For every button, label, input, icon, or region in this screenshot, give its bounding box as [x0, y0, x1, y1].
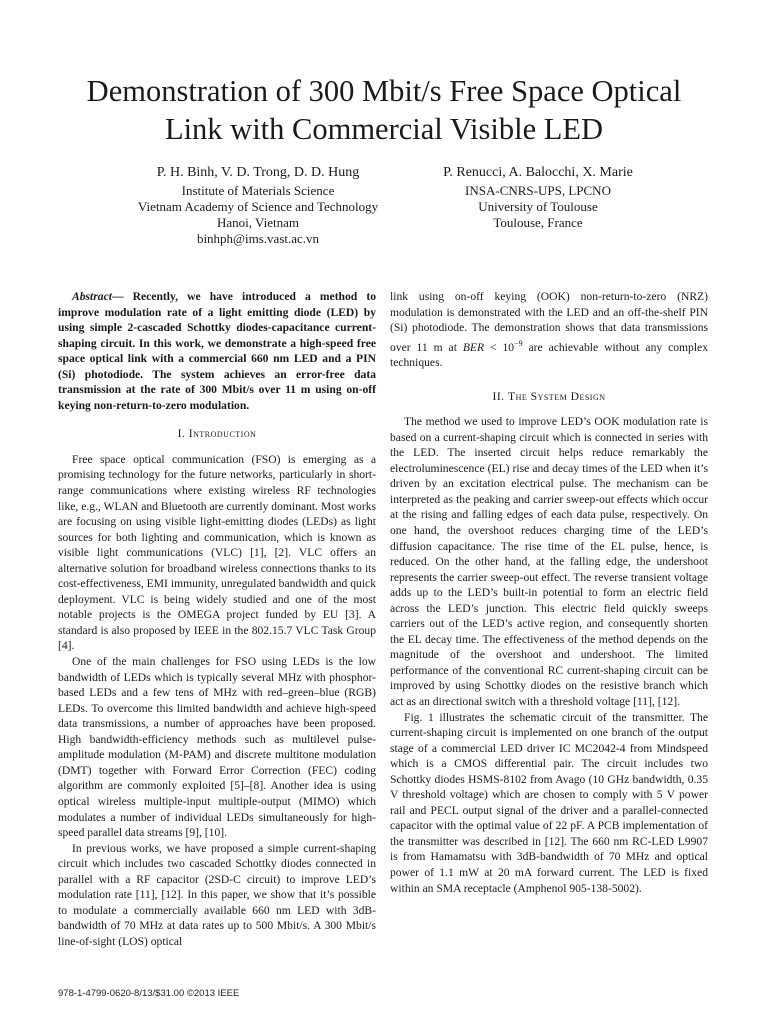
affiliation-line: University of Toulouse — [478, 199, 598, 214]
left-column — [58, 289, 376, 949]
affiliation-line: Hanoi, Vietnam — [216, 215, 300, 230]
affiliation-line: INSA-CNRS-UPS, LPCNO — [465, 183, 611, 198]
author-block-left — [118, 164, 398, 247]
section-numeral: I. — [177, 427, 189, 441]
right-column — [390, 289, 708, 896]
affiliation-line: Vietnam Academy of Science and Technology — [137, 199, 379, 214]
affiliation-line: Institute of Materials Science — [181, 183, 335, 198]
abstract-label: Abstract — [72, 290, 112, 303]
math-exponent: −9 — [514, 338, 523, 348]
abstract — [58, 289, 376, 413]
paragraph-continued — [390, 289, 708, 371]
section-title: Introduction — [188, 427, 257, 441]
author-names: P. Renucci, A. Balocchi, X. Marie — [443, 165, 633, 180]
section-numeral: II. — [492, 389, 508, 403]
paragraph: One of the main challenges for FSO using LEDs is the low bandwidth of LEDs which is typically several MHz with phosphor-based LEDs and a few tens of MHz with red–green–blue (RGB) LEDs. To overcome this limited bandwidth and achieve high-speed data transmissions, a number of approaches have been proposed. High bandwidth-efficiency methods such as multilevel pulse-amplitude modulation (M-PAM) and discrete multitone modulation (DMT) together with Forward Error Correction (FEC) coding algorithm are commonly exploited [5]–[8]. Another idea is using optical wireless multiple-input multiple-output (MIMO) which modulates a number of individual LEDs simultaneously for high-speed parallel data streams [9], [10]. — [58, 655, 376, 840]
abstract-text: Recently, we have introduced a method to improve modulation rate of a light emitting diode (LED) by using simple 2-cascaded Schottky diodes-capacitance current-shaping circuit. In this work, we demonstrate a high-speed free space optical link with a commercial 660 nm LED and a PIN (Si) photodiode. The system achieves an error-free data transmission at the rate of 300 Mbit/s over 11 m using on-off keying non-return-to-zero modulation. — [58, 290, 376, 412]
paper-title — [40, 72, 728, 148]
paragraph-text: link using on-off keying (OOK) non-return-to-zero (NRZ) modulation is demonstrated with the LED and an off-the-shelf PIN (Si) photodiode. The demonstration shows that data transmissions over 11 m at — [390, 290, 708, 354]
title-line-1: Demonstration of 300 Mbit/s Free Space Optical — [86, 74, 682, 108]
section-heading-system-design — [390, 389, 708, 405]
section-title: The System Design — [507, 389, 606, 403]
section-heading-introduction — [58, 426, 376, 442]
author-email[interactable]: binhph@ims.vast.ac.vn — [196, 231, 320, 246]
title-line-2: Link with Commercial Visible LED — [164, 112, 604, 146]
paragraph: Fig. 1 illustrates the schematic circuit of the transmitter. The current-shaping circuit is implemented on one branch of the output stage of a commercial LED driver IC MC2042-4 from Mindspeed which is a CMOS differential pair. The circuit includes two Schottky diodes HSMS-8102 from Avago (10 GHz bandwidth, 0.35 V threshold voltage) which are chosen to comply with 5 V power rail and PECL output signal of the driver and a parallel-connected capacitor with the optimal value of 22 pF. A PCB implementation of the transmitter was described in [12]. The 660 nm RC-LED L9907 is from Hamamatsu with 3dB-bandwidth of 70 MHz and optical power of 1.1 mW at 20 mA forward current. The LED is fixed within an SMA receptacle (Amphenol 905-138-5002). — [390, 710, 708, 895]
math-ber: BER — [462, 340, 485, 354]
paragraph: The method we used to improve LED’s OOK modulation rate is based on a current-shaping circuit which is connected in series with the LED. The inserted circuit helps reduce remarkably the electroluminescence (EL) rise and decay times of the LED when it’s driven by an excitation electrical pulse. The mechanism can be interpreted as the peaking and carrier sweep-out effects which occur at the rising and falling edges of each data pulse, respectively. On one hand, the overshoot reduces charging time of the LED’s diffusion capacitance. The rise time of the EL pulse, hence, is reduced. On the other hand, at the falling edge, the undershoot represents the carrier sweep-out effect. The reverse transient voltage adds up to the LED’s built-in potential to form an electric field across the LED’s junction. This electric field quickly sweeps carriers out of the LED’s active region, and consequently shorten the EL decay time. The effectiveness of the method depends on the magnitude of the overshoot and undershoot. The limited performance of the conventional RC current-shaping circuit can be improved by using Schottky diodes on the resistive branch which act as an directional switch with a threshold voltage [11], [12]. — [390, 415, 708, 708]
paragraph-text: are achievable without any complex techniques. — [390, 340, 709, 370]
author-block-right — [418, 164, 658, 231]
affiliation-line: Toulouse, France — [493, 215, 583, 230]
paragraph: Free space optical communication (FSO) is emerging as a promising technology for the future networks, particularly in short-range communications where existing wireless RF technologies like, e.g., WLAN and Bluetooth are currently dominant. Most works are focusing on using visible light-emitting diodes (LEDs) as light sources for both lighting and communication, which is known as visible light communications (VLC) [1], [2]. VLC offers an alternative solution for broadband wireless connections thanks to its cost-effectiveness, EMI immunity, unregulated bandwidth and quick deployment. VLC is being widely studied and one of the most notable projects is the OMEGA project funded by EU [3]. A standard is also proposed by IEEE in the 802.15.7 VLC Task Group [4]. — [58, 452, 376, 653]
math-less-than: < 10 — [484, 340, 515, 354]
paragraph: In previous works, we have proposed a simple current-shaping circuit which includes two cascaded Schottky diodes connected in parallel with a RF capacitor (2SD-C circuit) to improve LED’s modulation rate [11], [12]. In this paper, we show that it’s possible to modulate a commercially available 660 nm LED with 3dB-bandwidth of 70 MHz at data rates up to 500 Mbit/s. A 300 Mbit/s line-of-sight (LOS) optical — [58, 841, 376, 948]
author-names: P. H. Binh, V. D. Trong, D. D. Hung — [156, 165, 360, 180]
copyright-footer: 978-1-4799-0620-8/13/$31.00 ©2013 IEEE — [58, 988, 240, 999]
abstract-dash: — — [111, 290, 133, 303]
